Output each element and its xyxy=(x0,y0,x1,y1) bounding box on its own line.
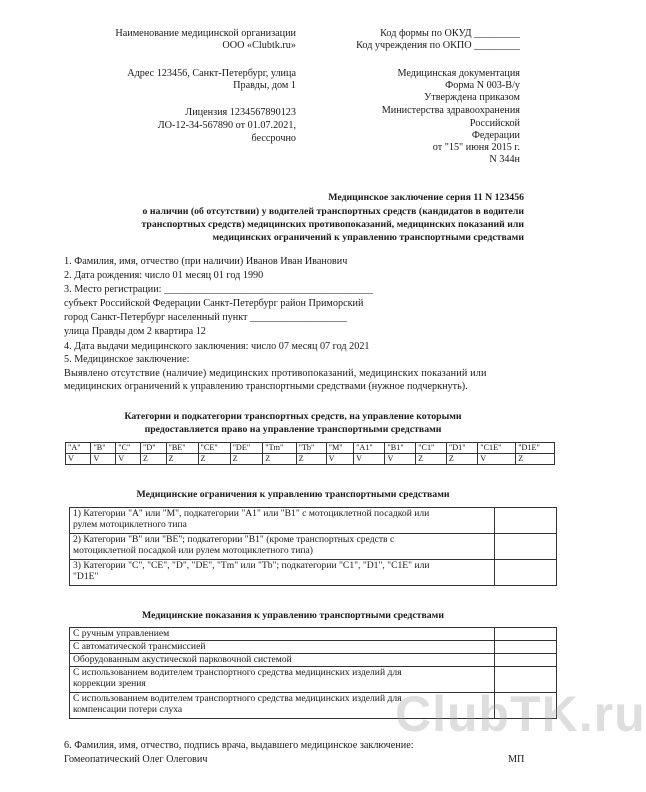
indication-text-line1: С ручным управлением xyxy=(73,628,170,639)
license-line1: Лицензия 1234567890123 xyxy=(185,107,296,118)
license-line2: ЛО-12-34-567890 от 01.07.2021, xyxy=(157,120,296,131)
doc-line6: Федерации xyxy=(471,130,520,141)
certificate-title: Медицинское заключение серия 11 N 123456 xyxy=(328,192,524,203)
limitation-text-line1: 2) Категории "B" или "BE"; подкатегории "B1" (кроме транспортных средств с xyxy=(73,534,395,545)
category-value: V xyxy=(66,454,91,465)
okud-code: Код формы по ОКУД _________ xyxy=(380,28,520,39)
category-name: "A1" xyxy=(354,443,385,454)
doc-line2: Форма N 003-В/у xyxy=(445,80,520,91)
org-name-label: Наименование медицинской организации xyxy=(115,28,296,39)
category-value: V xyxy=(116,454,141,465)
indication-text-line1: С использованием водителем транспортного средства медицинских изделий для xyxy=(73,667,402,678)
limitation-mark-cell xyxy=(495,560,557,586)
category-name: "Tm" xyxy=(263,443,296,454)
indication-text-line2: коррекции зрения xyxy=(73,678,146,689)
indication-text-cell xyxy=(70,628,495,641)
category-name: "M" xyxy=(326,443,353,454)
limitations-table xyxy=(69,507,557,586)
categories-names-row xyxy=(66,443,555,454)
field-registration: 3. Место регистрации: _________________________________________ xyxy=(64,284,373,295)
limitation-text-line2: "D1E" xyxy=(73,571,99,582)
category-value: V xyxy=(326,454,353,465)
category-value: Z xyxy=(446,454,477,465)
field-city: город Санкт-Петербург населенный пункт ___________________ xyxy=(64,312,347,323)
field-conclusion-label: 5. Медицинское заключение: xyxy=(64,354,190,365)
doc-line4: Министерства здравоохранения xyxy=(381,105,520,116)
title-line4: медицинских ограничений к управлению транспортными средствами xyxy=(212,232,524,243)
category-value: V xyxy=(478,454,516,465)
field-issue-date: 4. Дата выдачи медицинского заключения: число 07 месяц 07 год 2021 xyxy=(64,341,370,352)
category-name: "C1" xyxy=(416,443,447,454)
categories-heading-line1: Категории и подкатегории транспортных средств, на управление которыми xyxy=(124,411,462,422)
limitation-row xyxy=(70,508,557,534)
field-conclusion-text2: медицинских ограничений к управлению транспортными средствами (нужное подчеркнуть). xyxy=(64,381,468,392)
limitation-text-cell xyxy=(70,534,495,560)
limitation-row xyxy=(70,560,557,586)
doc-line1: Медицинская документация xyxy=(397,68,520,79)
limitations-heading: Медицинские ограничения к управлению транспортными средствами xyxy=(136,489,450,500)
limitation-row xyxy=(70,534,557,560)
doctor-label: 6. Фамилия, имя, отчество, подпись врача, выдавшего медицинское заключение: xyxy=(64,740,414,751)
limitation-text-cell xyxy=(70,508,495,534)
category-value: Z xyxy=(166,454,198,465)
doctor-name: Гомеопатический Олег Олегович xyxy=(64,754,208,765)
indication-row xyxy=(70,628,557,641)
indication-text-line1: Оборудованным акустической парковочной системой xyxy=(73,654,292,665)
okpo-code: Код учреждения по ОКПО _________ xyxy=(356,40,520,51)
limitation-mark-cell xyxy=(495,534,557,560)
category-value: Z xyxy=(296,454,326,465)
address-line2: Правды, дом 1 xyxy=(233,80,296,91)
category-name: "C1E" xyxy=(478,443,516,454)
category-value: Z xyxy=(263,454,296,465)
doc-line3: Утверждена приказом xyxy=(424,92,520,103)
limitation-text-line1: 1) Категории "A" или "M", подкатегории "A1" или "B1" с мотоциклетной посадкой или xyxy=(73,508,430,519)
field-conclusion-text1: Выявлено отсутствие (наличие) медицинских противопоказаний, медицинских показаний или xyxy=(64,368,487,379)
doc-line8: N 344н xyxy=(489,154,520,165)
field-full-name: 1. Фамилия, имя, отчество (при наличии) Иванов Иван Иванович xyxy=(64,256,348,267)
category-name: "Tb" xyxy=(296,443,326,454)
category-name: "B1" xyxy=(385,443,416,454)
category-value: V xyxy=(91,454,116,465)
category-name: "C" xyxy=(116,443,141,454)
title-line2: о наличии (об отсутствии) у водителей транспортных средств (кандидатов в водители xyxy=(142,206,524,217)
indication-text-line1: С автоматической трансмиссией xyxy=(73,641,206,652)
stamp-place: МП xyxy=(508,754,525,765)
category-name: "BE" xyxy=(166,443,198,454)
field-street: улица Правды дом 2 квартира 12 xyxy=(64,326,206,337)
license-line3: бессрочно xyxy=(251,133,296,144)
category-name: "D1" xyxy=(446,443,477,454)
indication-row xyxy=(70,641,557,654)
category-value: V xyxy=(354,454,385,465)
title-line3: транспортных средств) медицинских противопоказаний, медицинских показаний или xyxy=(141,219,524,230)
org-name: ООО «Clubtk.ru» xyxy=(222,40,296,51)
category-value: V xyxy=(385,454,416,465)
category-name: "B" xyxy=(91,443,116,454)
field-birth-date: 2. Дата рождения: число 01 месяц 01 год 1990 xyxy=(64,270,264,281)
categories-values-row xyxy=(66,454,555,465)
watermark: ClubTK.ru xyxy=(395,686,646,742)
category-value: Z xyxy=(198,454,230,465)
category-name: "A" xyxy=(66,443,91,454)
indication-text-cell xyxy=(70,641,495,654)
indication-mark-cell xyxy=(495,654,557,667)
doc-line5: Российской xyxy=(469,118,520,129)
category-name: "DE" xyxy=(230,443,263,454)
categories-heading-line2: предоставляется право на управление транспортными средствами xyxy=(144,424,442,435)
category-value: Z xyxy=(230,454,263,465)
category-name: "CE" xyxy=(198,443,230,454)
field-subject: субъект Российской Федерации Санкт-Петербург район Приморский xyxy=(64,298,364,309)
indication-mark-cell xyxy=(495,628,557,641)
indication-text-line1: С использованием водителем транспортного средства медицинских изделий для xyxy=(73,693,402,704)
limitation-text-line2: рулем мотоциклетного типа xyxy=(73,519,187,530)
indications-heading: Медицинские показания к управлению транспортными средствами xyxy=(142,610,444,621)
category-value: Z xyxy=(416,454,447,465)
categories-table xyxy=(65,442,555,465)
limitation-mark-cell xyxy=(495,508,557,534)
category-name: "D" xyxy=(141,443,166,454)
indication-mark-cell xyxy=(495,641,557,654)
address-line1: Адрес 123456, Санкт-Петербург, улица xyxy=(127,68,296,79)
limitation-text-line1: 3) Категории "C", "CE", "D", "DE", "Tm" или "Tb"; подкатегории "C1", "D1", "C1E" или xyxy=(73,560,430,571)
limitation-text-cell xyxy=(70,560,495,586)
indication-text-cell xyxy=(70,654,495,667)
indication-text-line2: компенсации потери слуха xyxy=(73,704,183,715)
category-value: Z xyxy=(516,454,555,465)
limitation-text-line2: мотоциклетной посадкой или рулем мотоциклетного типа) xyxy=(73,545,313,556)
category-value: Z xyxy=(141,454,166,465)
doc-line7: от "15" июня 2015 г. xyxy=(432,142,520,153)
indication-row xyxy=(70,654,557,667)
category-name: "D1E" xyxy=(516,443,555,454)
